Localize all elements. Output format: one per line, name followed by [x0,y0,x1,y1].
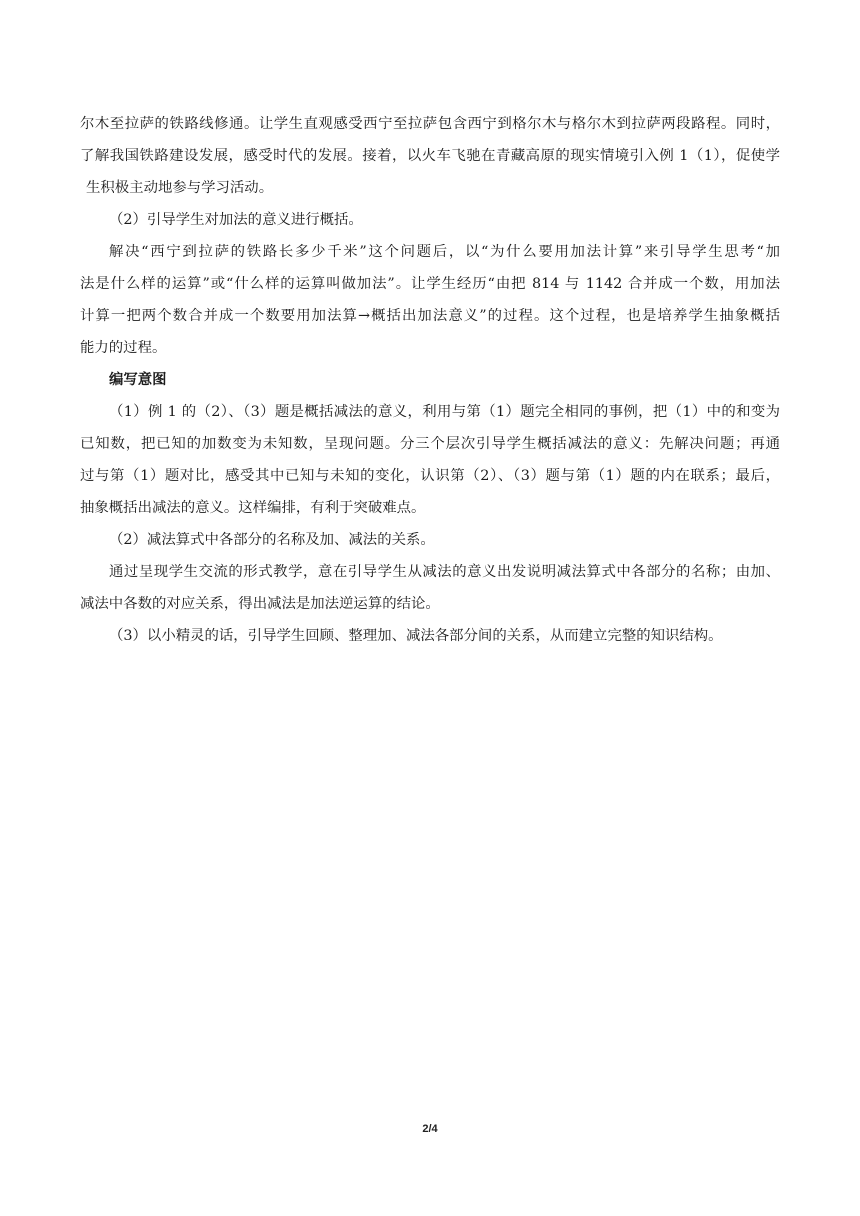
paragraph-2-line-2: 法是什么样的运算”或“什么样的运算叫做加法”。让学生经历“由把 814 与 1142 合并成一个数，用加法 [80,276,780,292]
paragraph-4-line-1: 通过呈现学生交流的形式教学，意在引导学生从减法的意义出发说明减法算式中各部分的名称；由加、 [109,564,780,580]
page-number: 2/4 [422,1123,438,1135]
paragraph-2-line-4: 能力的过程。 [80,340,167,356]
item-2-title: （2）引导学生对加法的意义进行概括。 [109,212,363,228]
section-heading: 编写意图 [109,372,167,388]
paragraph-3-line-2: 已知数，把已知的加数变为未知数，呈现问题。分三个层次引导学生概括减法的意义：先解决问题；再通 [80,436,780,452]
document-body [80,108,780,652]
paragraph-4-line-2: 减法中各数的对应关系，得出减法是加法逆运算的结论。 [80,596,440,612]
intro-line-2: 了解我国铁路建设发展，感受时代的发展。接着，以火车飞驰在青藏高原的现实情境引入例 1（1），促使学 [80,148,780,164]
paragraph-2-line-3: 计算一把两个数合并成一个数要用加法算→概括出加法意义”的过程。这个过程，也是培养学生抽象概括 [80,308,780,324]
item-2b-title: （2）减法算式中各部分的名称及加、减法的关系。 [109,532,435,548]
item-3-title: （3）以小精灵的话，引导学生回顾、整理加、减法各部分间的关系，从而建立完整的知识结构。 [109,628,723,644]
paragraph-3-line-3: 过与第（1）题对比，感受其中已知与未知的变化，认识第（2）、（3）题与第（1）题的内在联系；最后， [80,468,780,484]
paragraph-2-line-1: 解决“西宁到拉萨的铁路长多少千米”这个问题后，以“为什么要用加法计算”来引导学生思考“加 [109,244,780,260]
intro-line-3: 生积极主动地参与学习活动。 [86,180,274,196]
intro-line-1: 尔木至拉萨的铁路线修通。让学生直观感受西宁至拉萨包含西宁到格尔木与格尔木到拉萨两段路程。同时， [80,116,780,132]
paragraph-3-line-4: 抽象概括出减法的意义。这样编排，有利于突破难点。 [80,500,426,516]
paragraph-3-line-1: （1）例 1 的（2）、（3）题是概括减法的意义，利用与第（1）题完全相同的事例，把（1）中的和变为 [109,404,780,420]
